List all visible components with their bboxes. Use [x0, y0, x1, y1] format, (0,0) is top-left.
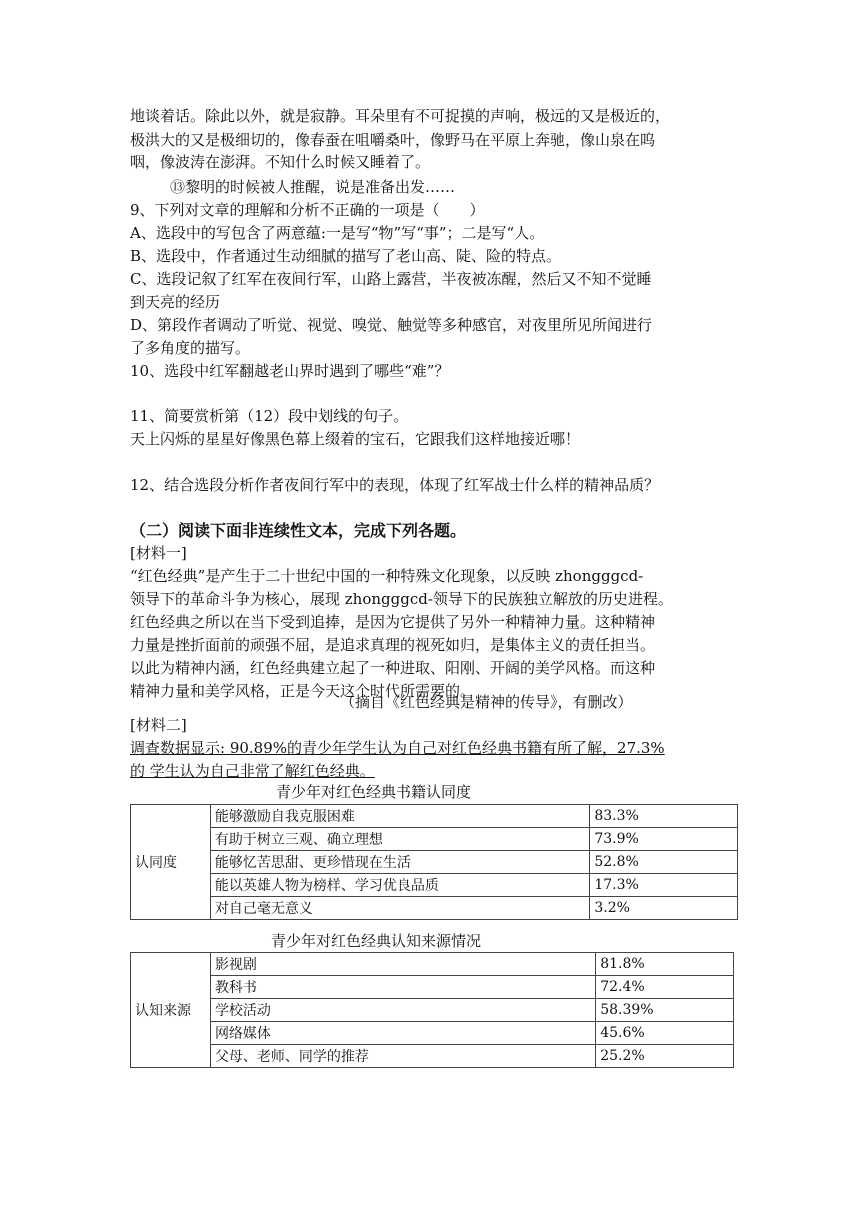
table-category: 认同度 [131, 805, 211, 920]
table-row [131, 1022, 734, 1045]
table-sources [130, 952, 734, 1068]
table-cell-item: 学校活动 [210, 999, 595, 1022]
material-2-survey-cont: 的 学生认为自己非常了解红色经典。 [130, 762, 375, 780]
material-1-label: [材料一] [130, 544, 187, 562]
table-recognition [130, 804, 738, 920]
table-cell-item: 有助于树立三观、确立理想 [210, 828, 589, 851]
question-9-option-b: B、选段中，作者通过生动细腻的描写了老山高、陡、险的特点。 [130, 247, 562, 265]
table-cell-pct: 3.2% [590, 897, 738, 920]
question-9-option-a: A、选段中的写包含了两意蕴:一是写“物”写“事”；二是写“人。 [130, 224, 545, 242]
table-row [131, 805, 738, 828]
table-1-caption: 青少年对红色经典书籍认同度 [276, 783, 472, 801]
table-row [131, 953, 734, 976]
table-cell-item: 网络媒体 [210, 1022, 595, 1045]
table-row [131, 976, 734, 999]
section-heading: （二）阅读下面非连续性文本，完成下列各题。 [130, 521, 467, 540]
material-1-source: （摘自《红色经典是精神的传导》，有删改） [340, 693, 633, 711]
material-2-label: [材料二] [130, 716, 187, 734]
table-cell-pct: 83.3% [590, 805, 738, 828]
table-cell-pct: 73.9% [590, 828, 738, 851]
question-9-option-c: C、选段记叙了红军在夜间行军，山路上露营，半夜被冻醒，然后又不知不觉睡 [130, 270, 652, 288]
question-9-stem: 9、下列对文章的理解和分析不正确的一项是（ ） [130, 201, 485, 219]
table-cell-item: 能够忆苦思甜、更珍惜现在生活 [210, 851, 589, 874]
table-cell-pct: 25.2% [596, 1045, 734, 1068]
table-row [131, 999, 734, 1022]
table-cell-pct: 81.8% [596, 953, 734, 976]
question-12: 12、结合选段分析作者夜间行军中的表现，体现了红军战士什么样的精神品质？ [130, 476, 660, 494]
table-row [131, 828, 738, 851]
table-cell-item: 能够激励自我克服困难 [210, 805, 589, 828]
material-1-line: 领导下的革命斗争为核心，展现 zhongggcd-领导下的民族独立解放的历史进程。 [130, 590, 673, 608]
material-1-line: 精神力量和美学风格，正是今天这个时代所需要的。 [130, 682, 476, 700]
table-row [131, 874, 738, 897]
question-11-stem: 11、简要赏析第（12）段中划线的句子。 [130, 407, 409, 425]
table-cell-item: 教科书 [210, 976, 595, 999]
paragraph-13: ⑬黎明的时候被人推醒，说是准备出发…… [170, 178, 456, 196]
table-cell-pct: 52.8% [590, 851, 738, 874]
table-cell-pct: 17.3% [590, 874, 738, 897]
question-9-option-c-cont: 到天亮的经历 [130, 293, 221, 311]
material-1-line: “红色经典”是产生于二十世纪中国的一种特殊文化现象，以反映 zhongggcd- [130, 567, 644, 585]
question-9-option-d: D、第段作者调动了听觉、视觉、嗅觉、触觉等多种感官，对夜里所见所闻进行 [130, 316, 653, 334]
table-cell-item: 能以英雄人物为榜样、学习优良品质 [210, 874, 589, 897]
material-1-line: 以此为精神内涵，红色经典建立起了一种进取、阳刚、开阔的美学风格。而这种 [130, 659, 656, 677]
passage-line: 咽，像波涛在澎湃。不知什么时候又睡着了。 [130, 153, 431, 171]
table-cell-item: 父母、老师、同学的推荐 [210, 1045, 595, 1068]
table-2-caption: 青少年对红色经典认知来源情况 [271, 932, 482, 950]
table-cell-item: 对自己毫无意义 [210, 897, 589, 920]
table-cell-item: 影视剧 [210, 953, 595, 976]
passage-line: 极洪大的又是极细切的，像春蚕在咀嚼桑叶，像野马在平原上奔驰，像山泉在呜 [130, 131, 656, 149]
passage-line: 地谈着话。除此以外，就是寂静。耳朵里有不可捉摸的声响，极远的又是极近的， [130, 107, 671, 125]
material-2-survey: 调查数据显示: 90.89%的青少年学生认为自己对红色经典书籍有所了解，27.3% [130, 739, 665, 757]
question-9-option-d-cont: 了多角度的描写。 [130, 339, 251, 357]
table-row [131, 897, 738, 920]
table-row [131, 851, 738, 874]
table-cell-pct: 45.6% [596, 1022, 734, 1045]
table-category: 认知来源 [131, 953, 211, 1068]
table-cell-pct: 72.4% [596, 976, 734, 999]
question-11-sentence: 天上闪烁的星星好像黑色幕上缀着的宝石，它跟我们这样地接近哪！ [130, 430, 581, 448]
question-10: 10、选段中红军翻越老山界时遇到了哪些“难”？ [130, 362, 450, 380]
material-1-line: 红色经典之所以在当下受到追捧，是因为它提供了另外一种精神力量。这种精神 [130, 613, 656, 631]
material-1-line: 力量是挫折面前的顽强不屈，是追求真理的视死如归，是集体主义的责任担当。 [130, 636, 656, 654]
table-cell-pct: 58.39% [596, 999, 734, 1022]
table-row [131, 1045, 734, 1068]
